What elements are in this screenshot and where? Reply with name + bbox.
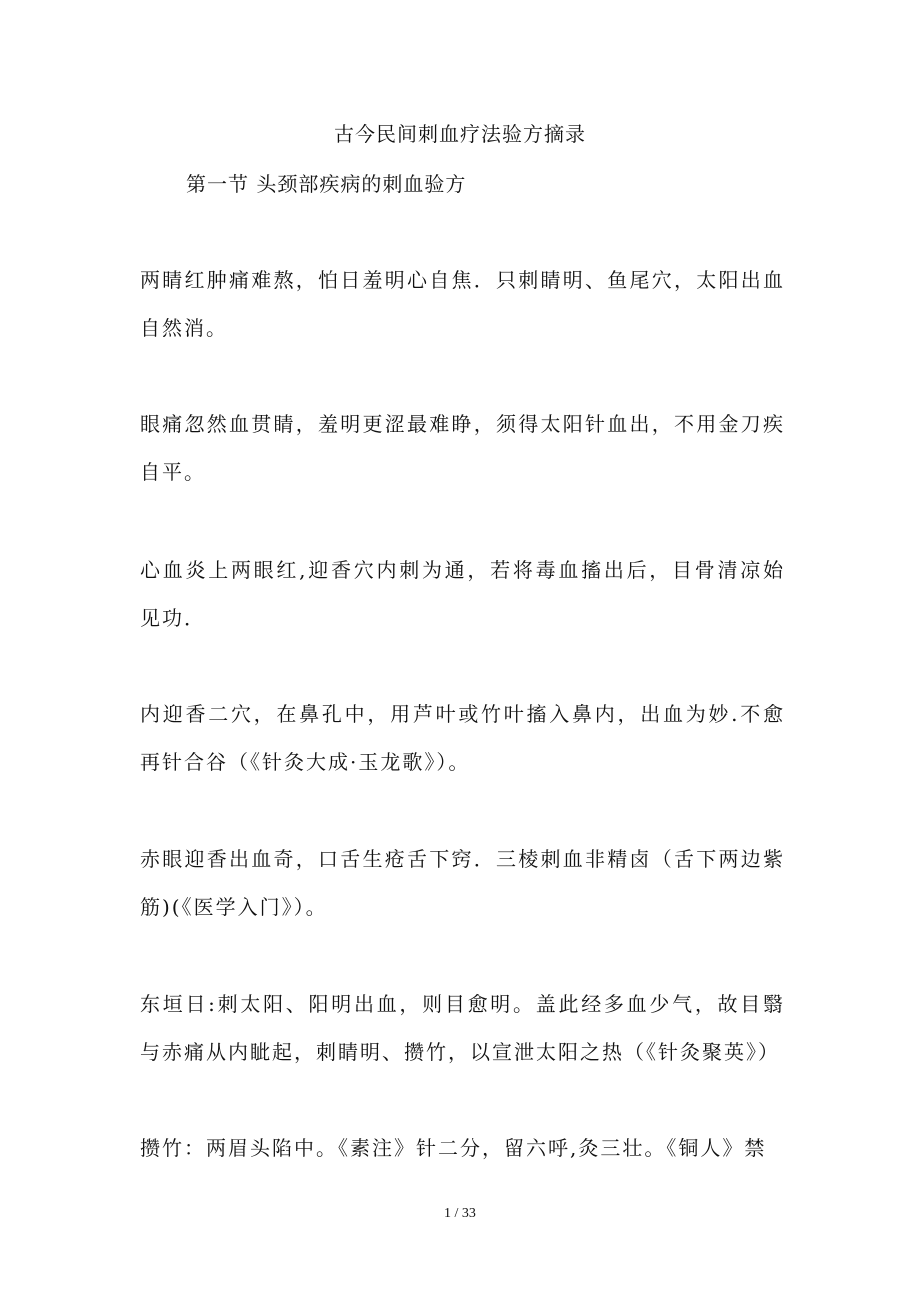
paragraph-5: 赤眼迎香出血奇，口舌生疮舌下窍．三棱刺血非精卤（舌下两边紫筋)(《医学入门》）。 <box>140 847 785 919</box>
section-heading: 第一节 头颈部疾病的刺血验方 <box>186 172 467 196</box>
page-number: 1 / 33 <box>444 1206 476 1221</box>
paragraph-4: 内迎香二穴，在鼻孔中，用芦叶或竹叶搐入鼻内，出血为妙.不愈再针合谷（《针灸大成·玉龙歌》）。 <box>140 702 785 774</box>
paragraph-3: 心血炎上两眼红,迎香穴内刺为通，若将毒血搐出后，目骨清凉始见功． <box>140 558 785 630</box>
paragraph-6: 东垣日:刺太阳、阳明出血，则目愈明。盖此经多血少气，故目翳与赤痛从内眦起，刺睛明、攒竹，以宣泄太阳之热（《针灸聚英》） <box>140 992 785 1064</box>
paragraph-1: 两睛红肿痛难熬，怕日羞明心自焦．只刺睛明、鱼尾穴，太阳出血自然消。 <box>140 268 785 340</box>
document-title: 古今民间刺血疗法验方摘录 <box>334 122 586 146</box>
paragraph-7: 攒竹：两眉头陷中。《素注》针二分，留六呼,灸三壮。《铜人》禁 <box>140 1136 767 1160</box>
paragraph-2: 眼痛忽然血贯睛，羞明更涩最难睁，须得太阳针血出，不用金刀疾自平。 <box>140 412 785 484</box>
